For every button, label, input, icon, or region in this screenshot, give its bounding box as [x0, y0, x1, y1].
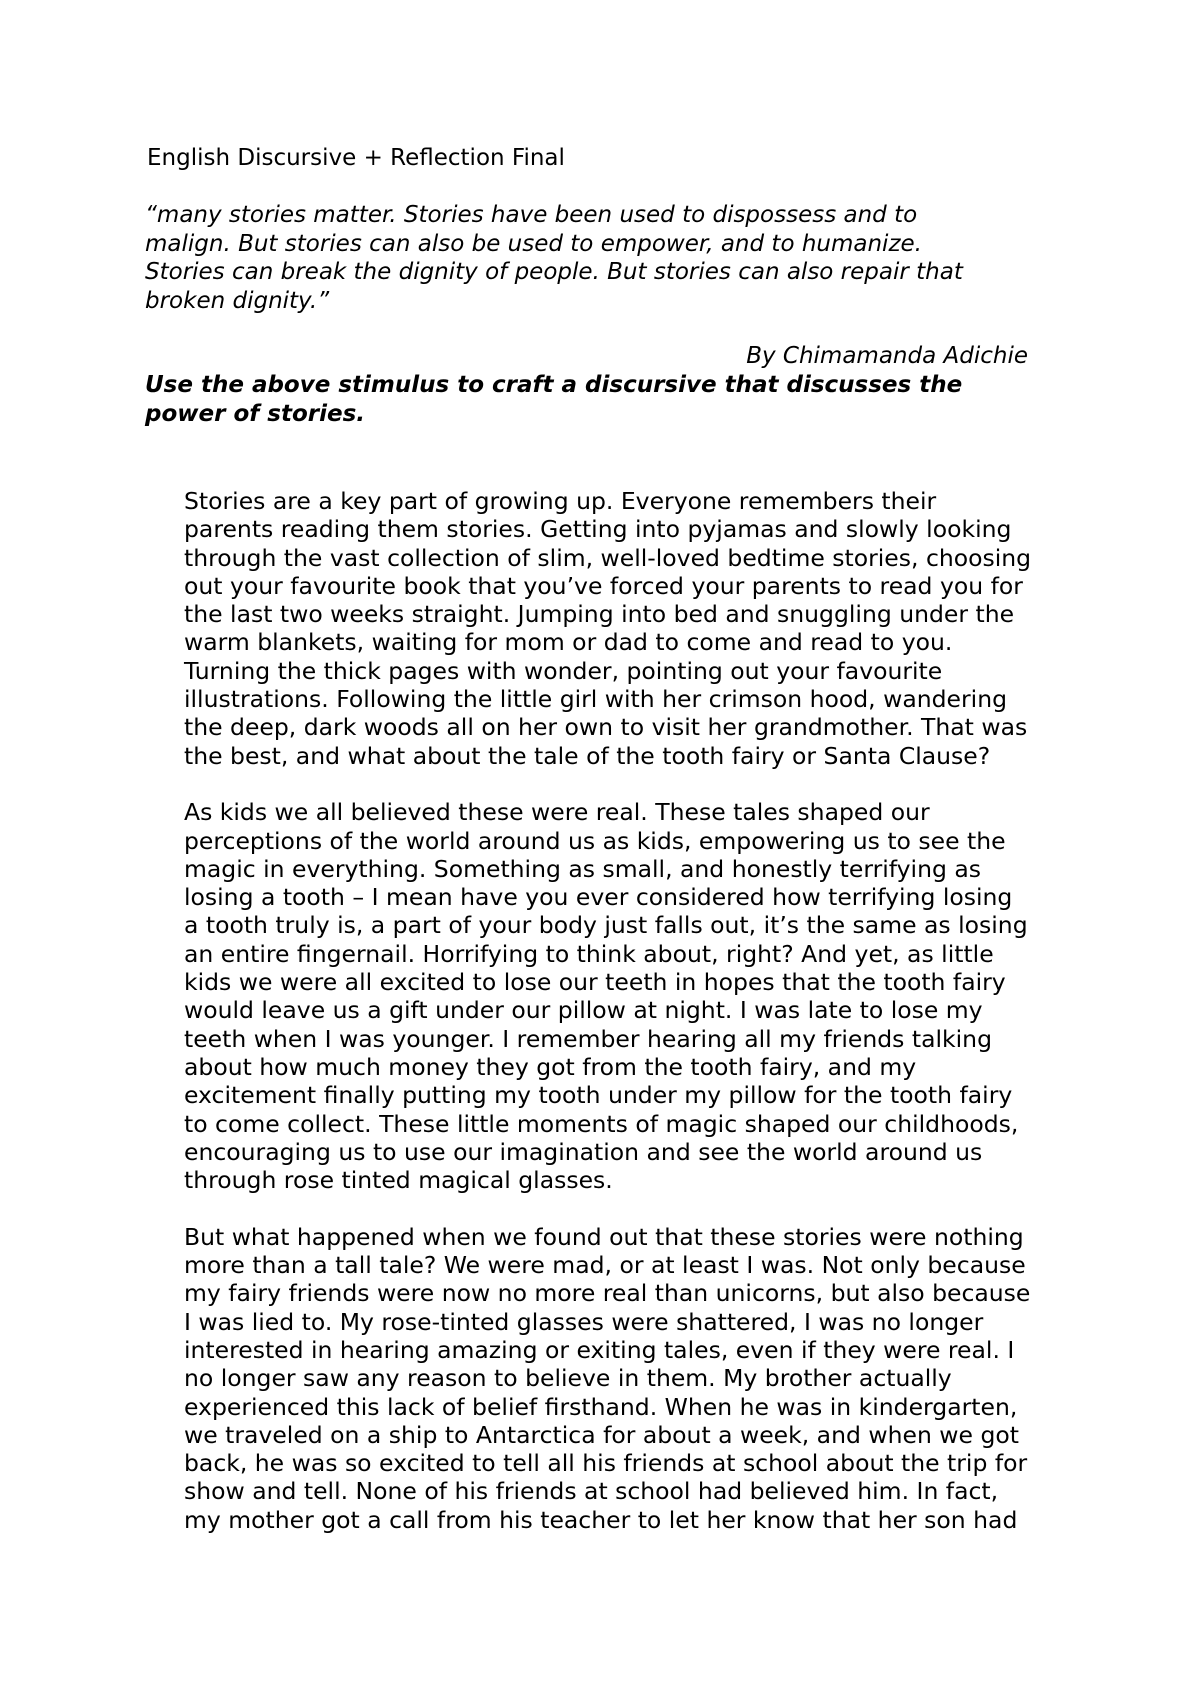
paragraph-line: an entire fingernail. Horrifying to think about, right? And yet, as little [184, 939, 994, 968]
paragraph-line: the best, and what about the tale of the tooth fairy or Santa Clause? [184, 741, 991, 770]
paragraph-line: to come collect. These little moments of magic shaped our childhoods, [184, 1109, 1019, 1138]
quote-attribution: By Chimamanda Adichie [746, 343, 1028, 369]
paragraph-line: my fairy friends were now no more real than unicorns, but also because [184, 1279, 1031, 1308]
essay-paragraph-3 [184, 1223, 1084, 1534]
paragraph-line: a tooth truly is, a part of your body just falls out, it’s the same as losing [184, 911, 1028, 940]
stimulus-quote [145, 201, 1045, 315]
document-title: English Discursive + Reflection Final [147, 145, 565, 171]
paragraph-line: would leave us a gift under our pillow at night. I was late to lose my [184, 996, 983, 1025]
paragraph-line: Turning the thick pages with wonder, pointing out your favourite [184, 656, 943, 685]
paragraph-line: magic in everything. Something as small, and honestly terrifying as [184, 854, 982, 883]
paragraph-line: through the vast collection of slim, well-loved bedtime stories, choosing [184, 543, 1032, 572]
essay-paragraph-1 [184, 487, 1084, 770]
paragraph-line: back, he was so excited to tell all his friends at school about the trip for [184, 1449, 1028, 1478]
paragraph-line: experienced this lack of belief firsthand. When he was in kindergarten, [184, 1392, 1018, 1421]
quote-line: Stories can break the dignity of people. But stories can also repair that [145, 259, 963, 285]
paragraph-line: perceptions of the world around us as kids, empowering us to see the [184, 826, 1006, 855]
paragraph-line: losing a tooth – I mean have you ever considered how terrifying losing [184, 883, 1013, 912]
paragraph-line: interested in hearing amazing or exiting tales, even if they were real. I [184, 1335, 1015, 1364]
quote-line: malign. But stories can also be used to empower, and to humanize. [145, 230, 922, 257]
paragraph-line: the deep, dark woods all on her own to visit her grandmother. That was [184, 713, 1028, 742]
task-prompt [145, 371, 1045, 428]
paragraph-line: no longer saw any reason to believe in them. My brother actually [184, 1364, 952, 1393]
prompt-line: power of stories. [145, 400, 366, 427]
paragraph-line: show and tell. None of his friends at school had believed him. In fact, [184, 1477, 999, 1506]
paragraph-line: But what happened when we found out that these stories were nothing [184, 1222, 1024, 1251]
paragraph-line: about how much money they got from the tooth fairy, and my [184, 1052, 917, 1081]
paragraph-line: through rose tinted magical glasses. [184, 1166, 613, 1195]
paragraph-line: As kids we all believed these were real. These tales shaped our [184, 798, 930, 827]
paragraph-line: more than a tall tale? We were mad, or at least I was. Not only because [184, 1251, 1026, 1280]
paragraph-line: warm blankets, waiting for mom or dad to come and read to you. [184, 628, 953, 657]
paragraph-line: encouraging us to use our imagination and see the world around us [184, 1137, 983, 1166]
paragraph-line: kids we were all excited to lose our teeth in hopes that the tooth fairy [184, 968, 1006, 997]
paragraph-line: out your favourite book that you’ve forced your parents to read you for [184, 571, 1023, 600]
paragraph-line: teeth when I was younger. I remember hearing all my friends talking [184, 1024, 992, 1053]
paragraph-line: I was lied to. My rose-tinted glasses were shattered, I was no longer [184, 1307, 984, 1336]
paragraph-line: illustrations. Following the little girl with her crimson hood, wandering [184, 685, 1008, 714]
prompt-line: Use the above stimulus to craft a discursive that discusses the [145, 372, 963, 398]
paragraph-line: we traveled on a ship to Antarctica for about a week, and when we got [184, 1420, 1019, 1449]
essay-paragraph-2 [184, 798, 1084, 1194]
paragraph-line: the last two weeks straight. Jumping into bed and snuggling under the [184, 600, 1015, 629]
quote-line: “many stories matter. Stories have been used to dispossess and to [145, 202, 918, 228]
paragraph-line: parents reading them stories. Getting into pyjamas and slowly looking [184, 515, 1012, 544]
paragraph-line: excitement finally putting my tooth under my pillow for the tooth fairy [184, 1081, 1013, 1110]
paragraph-line: my mother got a call from his teacher to let her know that her son had [184, 1505, 1018, 1534]
paragraph-line: Stories are a key part of growing up. Everyone remembers their [184, 487, 937, 515]
quote-line: broken dignity.” [145, 287, 330, 314]
essay-body [184, 487, 1084, 1562]
